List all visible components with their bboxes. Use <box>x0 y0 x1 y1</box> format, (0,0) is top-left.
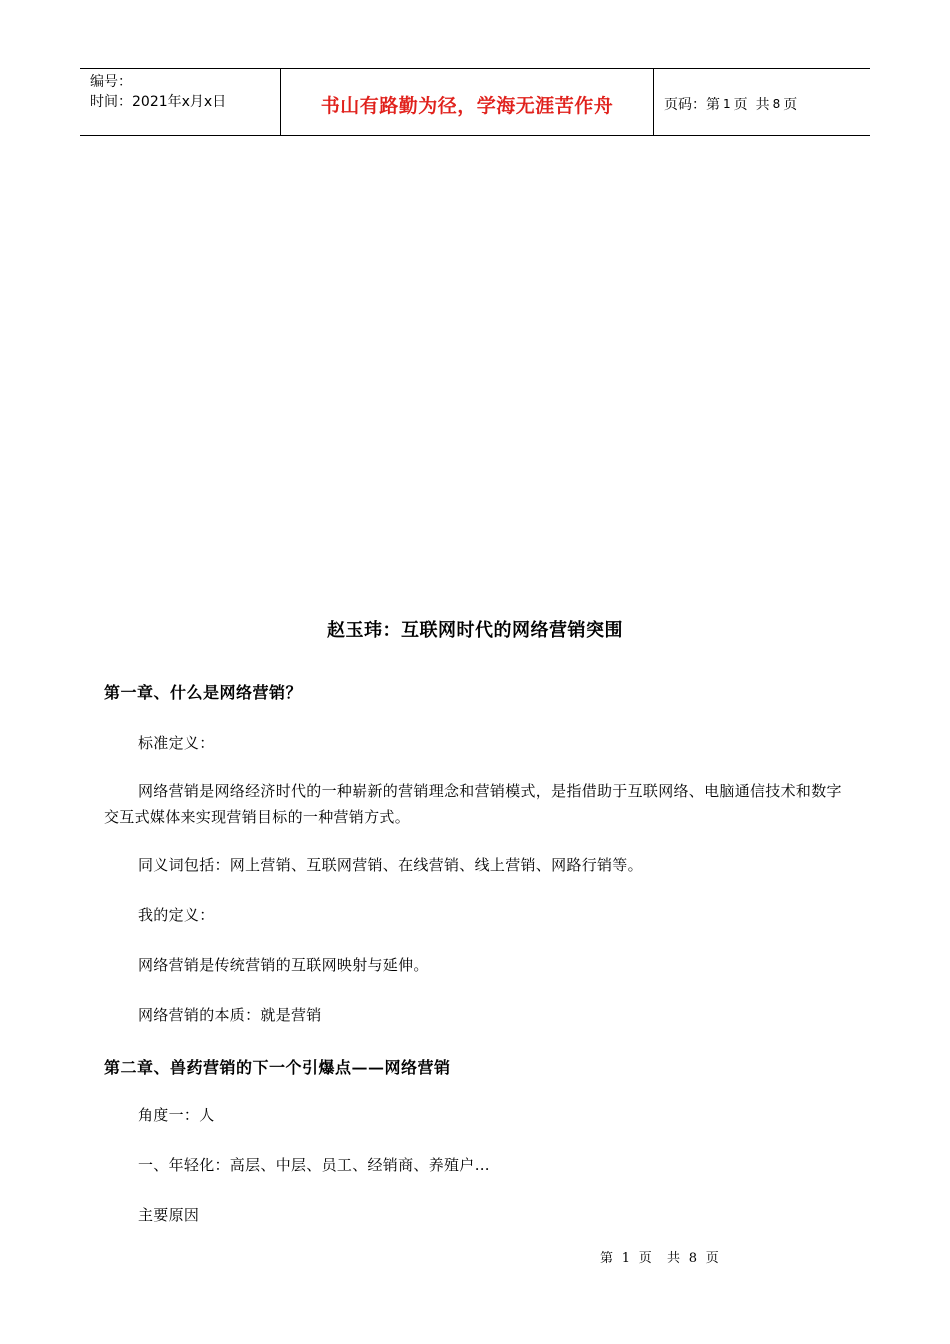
footer-mid: 页 <box>638 1251 653 1266</box>
date-line: 时间：2021年x月x日 <box>90 94 227 110</box>
angle1-text: 角度一：人 <box>138 1106 215 1124</box>
header-page-cell <box>654 69 870 135</box>
synonyms-text: 同义词包括：网上营销、互联网营销、在线营销、线上营销、网路行销等。 <box>138 856 643 874</box>
document-title: 赵玉玮：互联网时代的网络营销突围 <box>327 620 623 641</box>
motto-text: 书山有路勤为径，学海无涯苦作舟 <box>320 94 614 117</box>
header-info-cell <box>80 69 281 135</box>
chapter2-heading: 第二章、兽药营销的下一个引爆点——网络营销 <box>104 1058 451 1077</box>
standard-definition-text: 网络营销是网络经济时代的一种崭新的营销理念和营销模式，是指借助于互联网络、电脑通信技术和数字交互式媒体来实现营销目标的一种营销方式。 <box>104 782 842 826</box>
header-page-suffix: 页 <box>783 96 798 113</box>
standard-definition-label: 标准定义： <box>138 734 215 752</box>
footer-current: 1 <box>621 1251 631 1266</box>
header-page-total: 8 <box>772 96 781 111</box>
page-header <box>80 68 870 136</box>
header-page-prefix: 页码：第 <box>664 96 720 113</box>
my-definition-label: 我的定义： <box>138 906 215 924</box>
chapter1-heading: 第一章、什么是网络营销？ <box>104 683 303 702</box>
essence-text: 网络营销的本质：就是营销 <box>138 1006 322 1024</box>
footer-total: 8 <box>688 1251 698 1266</box>
page-footer <box>600 1247 719 1266</box>
header-page-mid: 页 <box>733 96 748 113</box>
serial-label: 编号： <box>90 74 132 90</box>
header-page-total-prefix: 共 <box>755 96 770 113</box>
main-reason-text: 主要原因 <box>138 1206 200 1224</box>
my-definition-text: 网络营销是传统营销的互联网映射与延伸。 <box>138 956 429 974</box>
footer-prefix: 第 <box>600 1251 614 1266</box>
footer-suffix: 页 <box>705 1251 720 1266</box>
header-page-current: 1 <box>723 96 731 111</box>
header-motto-cell <box>281 69 654 135</box>
item1-text: 一、年轻化：高层、中层、员工、经销商、养殖户… <box>138 1156 490 1174</box>
footer-total-prefix: 共 <box>666 1251 681 1266</box>
